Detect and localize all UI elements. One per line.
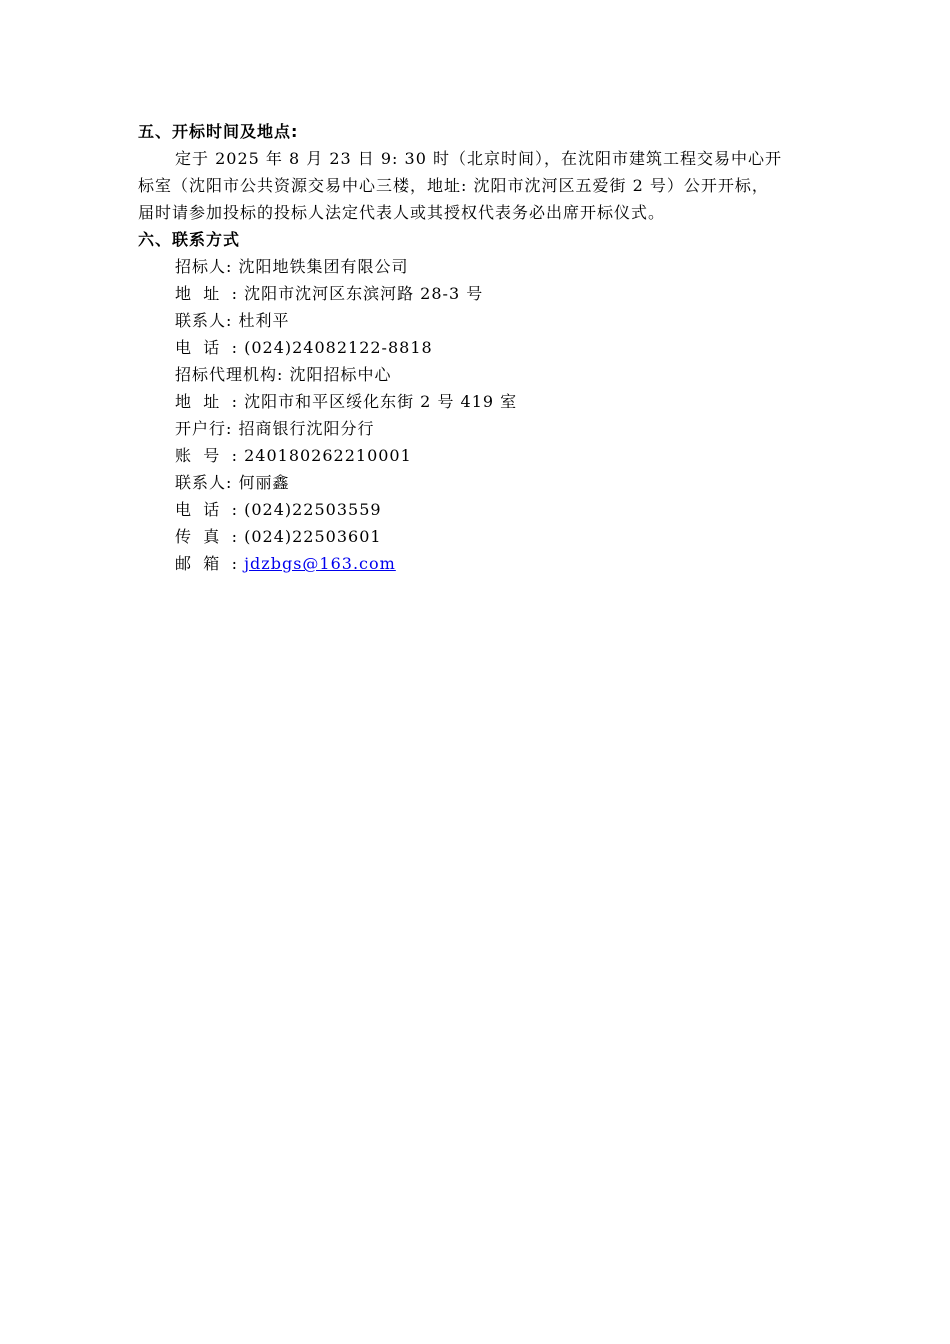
tenderer-phone-label [175, 334, 238, 361]
label-char: 址 [203, 284, 221, 303]
label-char: 号 [203, 446, 221, 465]
agency-address-value: 沈阳市和平区绥化东街 2 号 419 室 [244, 392, 518, 411]
tenderer-address-row [138, 280, 838, 307]
tenderer-address-label [175, 280, 238, 307]
account-row [138, 442, 838, 469]
label-colon: : [231, 338, 238, 357]
label-char: 真 [203, 527, 221, 546]
fax-label [175, 523, 238, 550]
label-colon: : [231, 527, 238, 546]
agency-value: 沈阳招标中心 [289, 365, 392, 384]
agency-contact-value: 何丽鑫 [238, 473, 290, 492]
label-colon: : [231, 500, 238, 519]
label-char: 地 [175, 392, 193, 411]
label-char: 箱 [203, 554, 221, 573]
tenderer-contact-value: 杜利平 [238, 311, 290, 330]
label-colon: : [231, 392, 238, 411]
label-char: 传 [175, 527, 193, 546]
account-value: 240180262210001 [244, 446, 412, 465]
tenderer-row [138, 253, 838, 280]
tenderer-contact-row [138, 307, 838, 334]
agency-phone-label [175, 496, 238, 523]
tenderer-phone-value: (024)24082122-8818 [244, 338, 433, 357]
label-colon: : [231, 554, 238, 573]
label-colon: : [231, 446, 238, 465]
agency-contact-row [138, 469, 838, 496]
agency-contact-label: 联系人: [175, 473, 233, 492]
section-6-heading: 六、联系方式 [138, 230, 241, 249]
label-char: 地 [175, 284, 193, 303]
tenderer-label: 招标人: [175, 257, 233, 276]
fax-value: (024)22503601 [244, 527, 382, 546]
bank-value: 招商银行沈阳分行 [238, 419, 375, 438]
section-5-heading: 五、开标时间及地点: [138, 122, 299, 141]
tenderer-value: 沈阳地铁集团有限公司 [238, 257, 409, 276]
email-link[interactable]: jdzbgs@163.com [244, 554, 396, 573]
tenderer-phone-row [138, 334, 838, 361]
label-char: 话 [203, 338, 221, 357]
agency-address-label [175, 388, 238, 415]
label-char: 电 [175, 500, 193, 519]
section-5-paragraph [138, 145, 833, 226]
label-colon: : [231, 284, 238, 303]
agency-phone-value: (024)22503559 [244, 500, 382, 519]
bank-row [138, 415, 838, 442]
tenderer-address-value: 沈阳市沈河区东滨河路 28-3 号 [244, 284, 484, 303]
label-char: 电 [175, 338, 193, 357]
label-char: 邮 [175, 554, 193, 573]
tenderer-contact-label: 联系人: [175, 311, 233, 330]
agency-address-row [138, 388, 838, 415]
paragraph-line: 定于 2025 年 8 月 23 日 9: 30 时（北京时间），在沈阳市建筑工程交易中心开 [175, 149, 782, 168]
bank-label: 开户行: [175, 419, 233, 438]
paragraph-line: 届时请参加投标的投标人法定代表人或其授权代表务必出席开标仪式。 [138, 203, 666, 222]
label-char: 址 [203, 392, 221, 411]
label-char: 话 [203, 500, 221, 519]
paragraph-line: 标室（沈阳市公共资源交易中心三楼，地址: 沈阳市沈河区五爱街 2 号）公开开标， [138, 176, 769, 195]
label-char: 账 [175, 446, 193, 465]
email-row [138, 550, 838, 577]
agency-row [138, 361, 838, 388]
account-label [175, 442, 238, 469]
document-content [138, 118, 838, 577]
email-label [175, 550, 238, 577]
agency-phone-row [138, 496, 838, 523]
fax-row [138, 523, 838, 550]
agency-label: 招标代理机构: [175, 365, 284, 384]
